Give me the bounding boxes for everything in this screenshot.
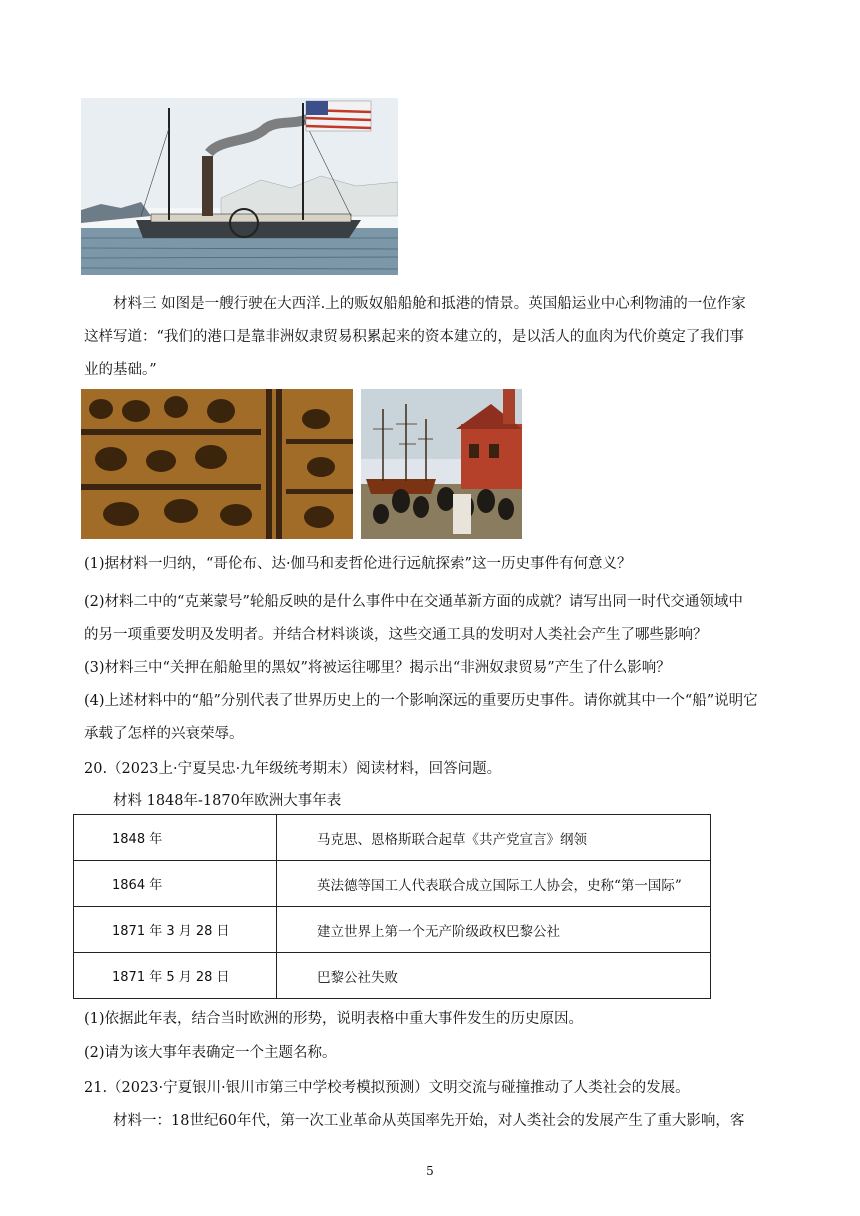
q20-question-2: (2)请为该大事年表确定一个主题名称。: [84, 1045, 337, 1061]
table-event-cell: 马克思、恩格斯联合起草《共产党宣言》纲领: [277, 815, 711, 861]
q20-question-1: (1)依据此年表，结合当时欧洲的形势，说明表格中重大事件发生的历史原因。: [84, 1011, 584, 1027]
table-row: [74, 861, 711, 907]
material3-line-1: 材料三 如图是一艘行驶在大西洋.上的贩奴船船舱和抵港的情景。英国船运业中心利物浦的一位作家: [113, 296, 746, 312]
events-timeline-table: [73, 814, 711, 999]
material3-line-2: 这样写道：“我们的港口是靠非洲奴隶贸易积累起来的资本建立的，是以活人的血肉为代价奠定了我们事: [84, 329, 744, 345]
q20-material-caption: 材料 1848年-1870年欧洲大事年表: [113, 793, 342, 809]
table-event-cell: 英法德等国工人代表联合成立国际工人协会，史称“第一国际”: [277, 861, 711, 907]
table-row: [74, 815, 711, 861]
table-date-cell: 1864 年: [74, 861, 277, 907]
table-row: [74, 907, 711, 953]
table-event-cell: 建立世界上第一个无产阶级政权巴黎公社: [277, 907, 711, 953]
steamboat-illustration: [81, 98, 398, 275]
table-date-cell: 1848 年: [74, 815, 277, 861]
table-date-cell: 1871 年 5 月 28 日: [74, 953, 277, 999]
ship-arrival-port-image: [361, 389, 522, 539]
page-number: 5: [426, 1164, 434, 1178]
q19-question-1: (1)据材料一归纳，“哥伦布、达·伽马和麦哲伦进行远航探索”这一历史事件有何意义？: [84, 556, 632, 572]
q19-question-2-cont: 的另一项重要发明及发明者。并结合材料谈谈，这些交通工具的发明对人类社会产生了哪些影响？: [84, 627, 708, 643]
q19-question-3: (3)材料三中“关押在船舱里的黑奴”将被运往哪里？揭示出“非洲奴隶贸易”产生了什么影响？: [84, 660, 671, 676]
material3-line-3: 业的基础。”: [84, 362, 157, 378]
table-row: [74, 953, 711, 999]
q21-material-1: 材料一：18世纪60年代，第一次工业革命从英国率先开始，对人类社会的发展产生了重大影响，客: [113, 1113, 745, 1129]
q19-question-4: (4)上述材料中的“船”分别代表了世界历史上的一个影响深远的重要历史事件。请你就其中一个“船”说明它: [84, 693, 758, 709]
q19-question-4-cont: 承载了怎样的兴衰荣辱。: [84, 726, 244, 742]
q20-title: 20.（2023上·宁夏吴忠·九年级统考期末）阅读材料，回答问题。: [84, 761, 502, 777]
table-event-cell: 巴黎公社失败: [277, 953, 711, 999]
q19-question-2: (2)材料二中的“克莱蒙号”轮船反映的是什么事件中在交通革新方面的成就？请写出同一时代交通领域中: [84, 594, 743, 610]
slave-ship-hold-image: [81, 389, 353, 539]
table-date-cell: 1871 年 3 月 28 日: [74, 907, 277, 953]
q21-title: 21.（2023·宁夏银川·银川市第三中学校考模拟预测）文明交流与碰撞推动了人类社会的发展。: [84, 1080, 690, 1096]
